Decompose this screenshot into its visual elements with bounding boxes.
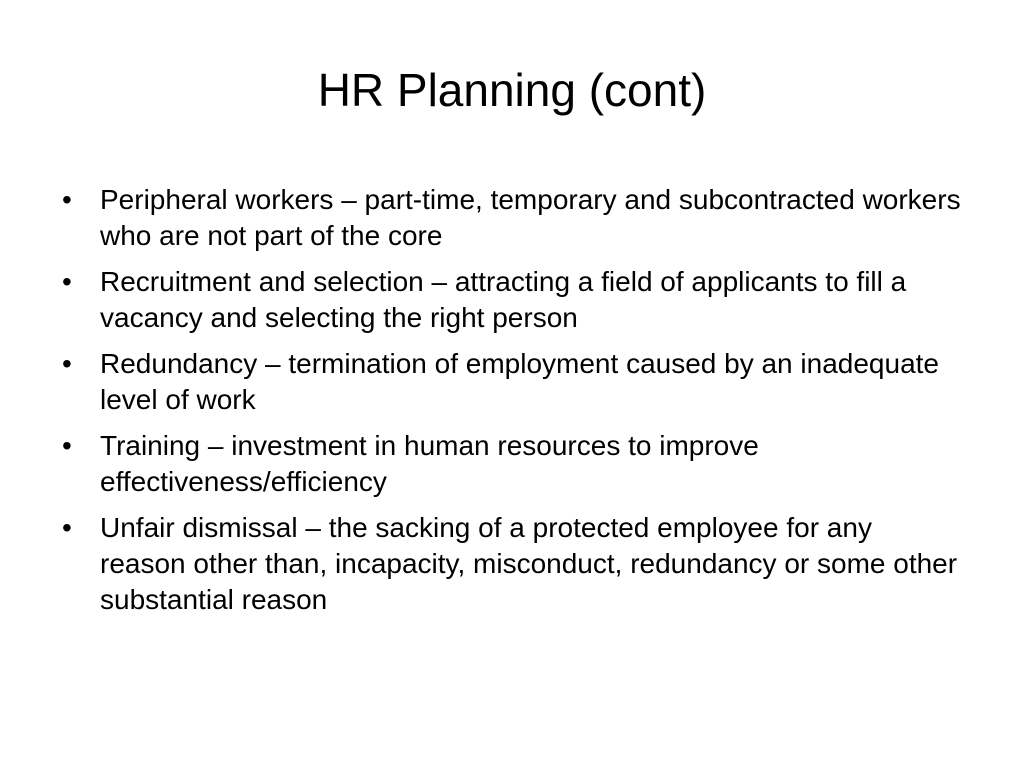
bullet-text: Training – investment in human resources to improve effectiveness/efficiency (100, 430, 759, 497)
bullet-text: Peripheral workers – part-time, temporary and subcontracted workers who are not part of the core (100, 184, 961, 251)
bullet-dot-icon: • (62, 348, 72, 379)
bullet-item (56, 346, 964, 418)
bullet-item (56, 428, 964, 500)
bullet-dot-icon: • (62, 512, 72, 543)
slide-title: HR Planning (cont) (317, 64, 707, 116)
bullet-item (56, 264, 964, 336)
bullet-dot-icon: • (62, 430, 72, 461)
bullet-list (56, 182, 964, 628)
bullet-text: Unfair dismissal – the sacking of a protected employee for any reason other than, incapacity, misconduct, redundancy or some other substantial reason (100, 512, 958, 615)
bullet-item (56, 510, 964, 618)
bullet-text: Redundancy – termination of employment caused by an inadequate level of work (100, 348, 939, 415)
bullet-text: Recruitment and selection – attracting a field of applicants to fill a vacancy and selecting the right person (100, 266, 907, 333)
bullet-dot-icon: • (62, 266, 72, 297)
bullet-item (56, 182, 964, 254)
bullet-dot-icon: • (62, 184, 72, 215)
